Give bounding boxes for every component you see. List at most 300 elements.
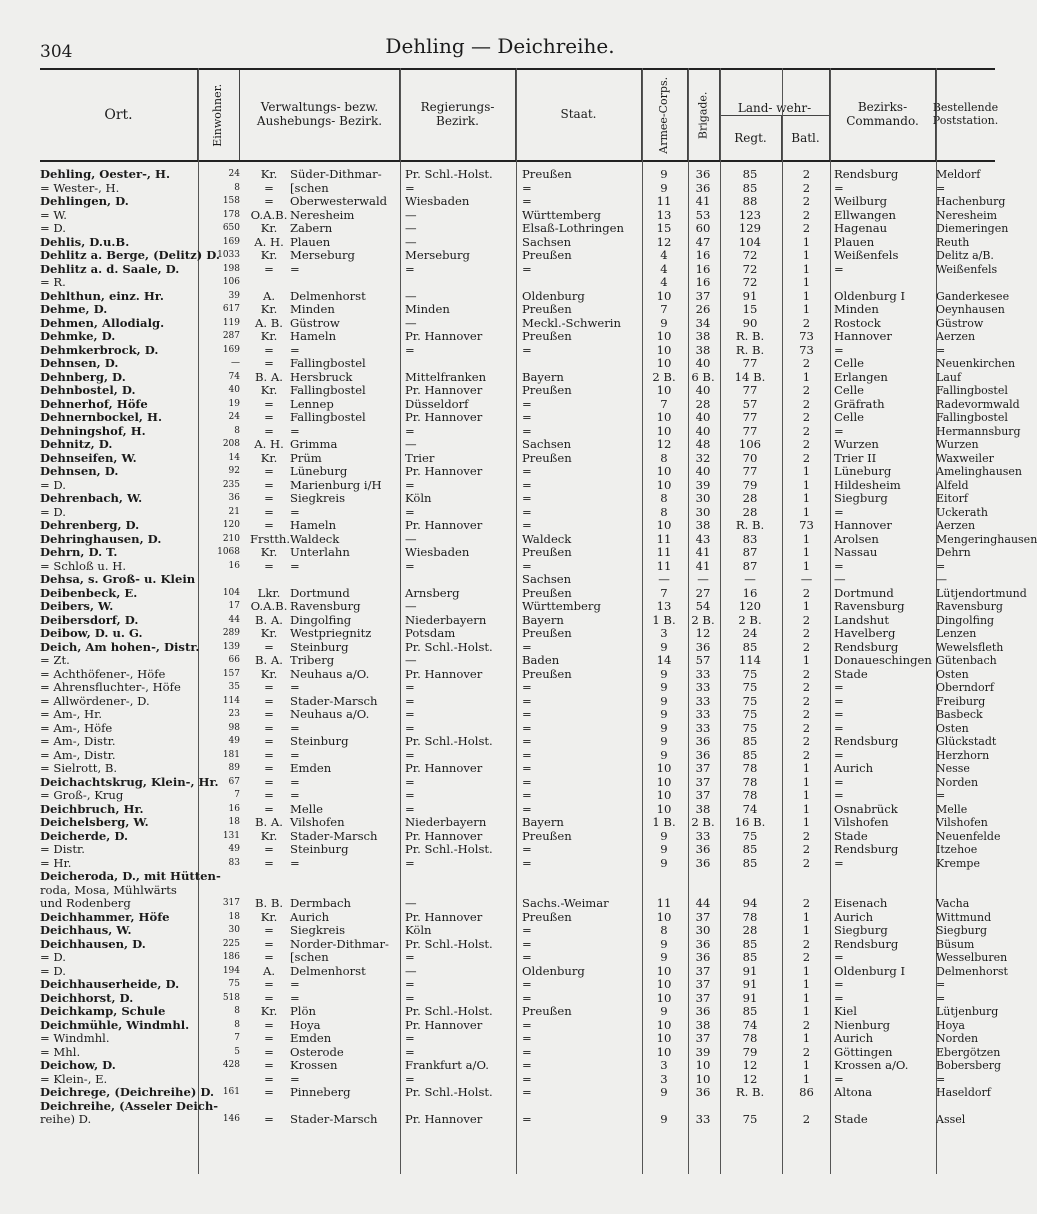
table-row (40, 708, 995, 722)
staat-cell: Oldenburg (522, 963, 585, 978)
armee-cell: 7 (660, 585, 668, 600)
bezirks-commando-cell: Aurich (834, 1031, 874, 1045)
brigade-cell: 40 (695, 464, 711, 478)
bezirks-commando-cell: Celle (834, 356, 865, 370)
regierung-cell: Arnsberg (405, 585, 460, 600)
einwohner-cell: 139 (222, 641, 240, 652)
batl-cell: 1 (802, 275, 811, 289)
brigade-cell: 38 (695, 342, 711, 357)
table-row (40, 479, 995, 493)
bezirk-cell: Minden (290, 302, 335, 316)
bezirk-cell: Hoya (290, 1017, 321, 1032)
batl-cell: 2 (802, 207, 811, 222)
einwohner-cell: 169 (222, 344, 240, 355)
bezirk-type-cell: Frstth. (250, 531, 291, 546)
poststation-cell: Vacha (936, 897, 970, 910)
ort-cell: Deichrege, (Deichreihe) D. (40, 1085, 215, 1099)
einwohner-cell: 16 (228, 560, 240, 571)
regierung-cell: Pr. Schl.-Holst. (405, 734, 493, 748)
poststation-cell: Osten (936, 721, 969, 735)
brigade-cell: 36 (695, 855, 711, 870)
armee-cell: 10 (656, 801, 672, 816)
batl-cell: 2 (802, 180, 811, 195)
table-row (40, 695, 995, 709)
regt-cell: 85 (742, 855, 758, 870)
brigade-cell: 33 (695, 828, 711, 843)
armee-cell: 10 (656, 774, 672, 789)
ort-cell: Dehrenberg, D. (40, 518, 140, 532)
table-row (40, 735, 995, 749)
table-row (40, 207, 998, 223)
col-landwehr: Land- wehr- (720, 70, 830, 115)
staat-cell: Bayern (522, 369, 564, 384)
einwohner-cell: 24 (228, 412, 240, 422)
batl-cell: 2 (802, 315, 811, 330)
brigade-cell: 39 (695, 477, 711, 492)
bezirk-type-cell: = (264, 936, 274, 951)
ort-cell: = Am-, Hr. (40, 707, 103, 721)
ort-cell: = Schloß u. H. (40, 558, 127, 573)
brigade-cell: 36 (695, 734, 711, 748)
bezirk-type-cell: Kr. (260, 1004, 278, 1018)
bezirks-commando-cell: Eisenach (834, 896, 888, 910)
bezirks-commando-cell: = (834, 558, 844, 573)
regt-cell: 72 (742, 275, 758, 289)
brigade-cell: 37 (695, 909, 711, 924)
bezirk-type-cell: B. A. (255, 369, 283, 384)
bezirk-type-cell: = (264, 950, 274, 964)
ort-cell: = Hr. (40, 855, 72, 870)
armee-cell: 11 (656, 558, 672, 573)
bezirk-cell: Siegkreis (290, 491, 346, 505)
batl-cell: 1 (802, 599, 811, 613)
col-verwaltung: Verwaltungs- bezw. Aushebungs- Bezirk. (240, 70, 400, 160)
batl-cell: 2 (802, 936, 811, 951)
regt-cell: 87 (742, 558, 758, 573)
regierung-cell: = (405, 707, 415, 721)
poststation-cell: Delitz a/B. (936, 249, 994, 262)
bezirk-type-cell: = (264, 504, 274, 519)
table-row (40, 383, 1008, 398)
bezirk-type-cell: = (264, 639, 274, 654)
armee-cell: 10 (656, 963, 672, 978)
einwohner-cell: 74 (228, 371, 240, 382)
batl-cell: 1 (802, 1058, 811, 1072)
bezirk-cell: [schen (290, 180, 329, 195)
brigade-cell: 37 (695, 774, 711, 789)
bezirk-cell: Merseburg (290, 248, 355, 262)
einwohner-cell: 1068 (217, 547, 240, 557)
batl-cell: 2 (802, 194, 811, 208)
bezirk-cell: = (290, 720, 300, 735)
regt-cell: 85 (742, 936, 758, 951)
regierung-cell: — (405, 234, 417, 249)
table-row (40, 1044, 1001, 1060)
regierung-cell: Pr. Hannover (405, 909, 483, 924)
ort-cell: Deich, Am hohen-, Distr. (40, 639, 200, 654)
bezirk-type-cell: A. (262, 288, 276, 303)
table-row (40, 1032, 995, 1046)
bezirks-commando-cell: Stade (834, 1112, 868, 1126)
staat-cell: Württemberg (522, 599, 601, 613)
regierung-cell: Düsseldorf (405, 396, 469, 411)
table-row (40, 857, 995, 871)
table-row (40, 423, 1021, 439)
bezirk-type-cell: = (264, 720, 274, 735)
poststation-cell: = (936, 559, 946, 573)
regt-cell: 2 B. (738, 612, 762, 627)
batl-cell: 2 (802, 950, 811, 964)
poststation-cell: Oberndorf (936, 681, 994, 694)
regt-cell: 75 (742, 666, 758, 681)
bezirks-commando-cell: = (834, 977, 844, 991)
regt-cell: 94 (742, 896, 758, 910)
table-row (40, 356, 1016, 371)
regt-cell: 78 (742, 909, 758, 924)
einwohner-cell: 161 (222, 1087, 240, 1097)
bezirk-type-cell: B. A. (255, 653, 283, 667)
batl-cell: 1 (802, 774, 811, 789)
brigade-cell: 37 (695, 990, 711, 1005)
bezirk-type-cell: = (264, 761, 274, 775)
regierung-cell: = (405, 720, 415, 735)
table-row (40, 870, 995, 884)
staat-cell: Sachsen (522, 234, 572, 249)
poststation-cell: = (936, 789, 946, 802)
bezirk-type-cell: = (264, 261, 274, 276)
staat-cell: = (522, 693, 532, 708)
brigade-cell: 43 (695, 531, 711, 546)
brigade-cell: 34 (695, 315, 711, 330)
regierung-cell: Pr. Hannover (405, 464, 483, 478)
armee-cell: 8 (660, 923, 668, 937)
einwohner-cell: 617 (222, 304, 240, 314)
table-row (40, 614, 995, 628)
armee-cell: 4 (660, 261, 668, 276)
poststation-cell: Vilshofen (936, 816, 988, 829)
regierung-cell: Pr. Schl.-Holst. (405, 639, 493, 654)
bezirk-cell: Vilshofen (290, 815, 345, 829)
batl-cell: 2 (802, 666, 811, 681)
regierung-cell: Pr. Hannover (405, 1112, 483, 1126)
staat-cell: = (522, 734, 532, 748)
armee-cell: 9 (660, 950, 668, 964)
regierung-cell: = (405, 693, 415, 708)
bezirks-commando-cell: = (834, 693, 844, 708)
bezirk-type-cell: A. H. (254, 437, 284, 451)
batl-cell: 2 (802, 639, 811, 654)
bezirks-commando-cell: Rendsburg (834, 734, 899, 748)
bezirk-type-cell: = (264, 990, 274, 1005)
bezirk-cell: Fallingbostel (290, 383, 366, 397)
armee-cell: 10 (656, 518, 672, 532)
staat-cell: = (522, 761, 532, 775)
bezirk-cell: Neuhaus a/O. (290, 666, 370, 681)
bezirks-commando-cell: Gräfrath (834, 396, 885, 411)
brigade-cell: 54 (695, 599, 711, 613)
brigade-cell: 36 (695, 1004, 711, 1018)
staat-cell: = (522, 990, 532, 1005)
bezirks-commando-cell: = (834, 1071, 844, 1086)
bezirk-cell: Norder-Dithmar- (290, 936, 389, 951)
table-row (40, 396, 1020, 412)
brigade-cell: 16 (695, 248, 711, 262)
ort-cell: Dehlingen, D. (40, 194, 129, 208)
staat-cell: = (522, 1017, 532, 1032)
bezirk-type-cell: = (264, 423, 274, 438)
bezirk-cell: Zabern (290, 221, 333, 235)
bezirk-type-cell: = (264, 747, 274, 762)
bezirks-commando-cell: Rendsburg (834, 639, 899, 654)
bezirks-commando-cell: Rendsburg (834, 842, 899, 856)
bezirk-type-cell: = (264, 855, 274, 870)
armee-cell: 3 (660, 1058, 668, 1072)
armee-cell: 10 (656, 788, 672, 802)
brigade-cell: 41 (695, 558, 711, 573)
brigade-cell: 2 B. (691, 815, 715, 829)
col-post: Bestellende Poststation. (932, 101, 999, 127)
batl-cell: 73 (799, 329, 814, 343)
batl-cell: 2 (802, 1044, 811, 1059)
staat-cell: Sachs.-Weimar (522, 896, 609, 910)
armee-cell: 10 (656, 1031, 672, 1045)
regierung-cell: = (405, 180, 415, 195)
regierung-cell: Wiesbaden (405, 194, 470, 208)
ort-cell: Dehningshof, H. (40, 423, 146, 438)
armee-cell: 10 (656, 383, 672, 397)
bezirks-commando-cell: Donaueschingen (834, 653, 932, 667)
bezirk-cell: Süder-Dithmar- (290, 167, 382, 181)
poststation-cell: Assel (936, 1113, 966, 1126)
armee-cell: 9 (660, 167, 668, 181)
regt-cell: 28 (742, 491, 758, 505)
bezirk-type-cell: A. B. (255, 315, 283, 330)
staat-cell: = (522, 410, 532, 424)
table-row (40, 464, 1023, 479)
bezirk-type-cell: B. A. (255, 612, 283, 627)
armee-cell: 9 (660, 720, 668, 735)
bezirks-commando-cell: Rendsburg (834, 167, 899, 181)
regt-cell: 83 (742, 531, 758, 546)
armee-cell: 9 (660, 639, 668, 654)
armee-cell: 13 (656, 599, 672, 613)
bezirk-cell: = (290, 558, 300, 573)
regt-cell: — (744, 572, 756, 586)
bezirks-commando-cell: = (834, 261, 844, 276)
table-row (40, 438, 995, 452)
brigade-cell: 38 (695, 329, 711, 343)
batl-cell: 1 (802, 653, 811, 667)
staat-cell: Elsaß-Lothringen (522, 221, 624, 235)
regierung-cell: — (405, 221, 417, 235)
col-armee: Armee-Corps. (642, 70, 688, 160)
batl-cell: 1 (802, 248, 811, 262)
bezirks-commando-cell: Nassau (834, 545, 878, 559)
ort-cell: roda, Mosa, Mühlwärts (40, 882, 177, 897)
batl-cell: 2 (802, 423, 811, 438)
staat-cell: = (522, 639, 532, 654)
regierung-cell: Mittelfranken (405, 369, 487, 384)
brigade-cell: 36 (695, 639, 711, 654)
regierung-cell: = (405, 261, 415, 276)
bezirks-commando-cell: Rostock (834, 315, 881, 330)
table-row (40, 221, 1009, 236)
poststation-cell: Lenzen (936, 627, 977, 640)
bezirks-commando-cell: = (834, 707, 844, 721)
table-row (40, 668, 995, 682)
batl-cell: — (800, 572, 813, 586)
bezirk-cell: = (290, 342, 300, 357)
armee-cell: 10 (656, 342, 672, 357)
bezirk-cell: Krossen (290, 1058, 338, 1072)
poststation-cell: Güstrow (936, 316, 984, 330)
regt-cell: 72 (742, 261, 758, 276)
table-row (40, 506, 995, 520)
ort-cell: = D. (40, 504, 66, 519)
brigade-cell: 33 (695, 1112, 711, 1126)
poststation-cell: = (936, 181, 946, 195)
bezirks-commando-cell: = (834, 990, 844, 1005)
bezirk-cell: Stader-Marsch (290, 1112, 378, 1126)
batl-cell: 1 (802, 990, 811, 1005)
einwohner-cell: 650 (222, 223, 240, 233)
table-row (40, 519, 995, 533)
poststation-cell: Neresheim (936, 208, 998, 222)
bezirk-cell: Plauen (290, 234, 331, 249)
batl-cell: 1 (802, 464, 811, 478)
regierung-cell: Pr. Schl.-Holst. (405, 167, 493, 181)
brigade-cell: 33 (695, 666, 711, 681)
armee-cell: 9 (660, 842, 668, 856)
einwohner-cell: 120 (222, 520, 240, 530)
ort-cell: Deichmühle, Windmhl. (40, 1017, 190, 1032)
regt-cell: 114 (738, 653, 762, 667)
staat-cell: Oldenburg (522, 288, 585, 303)
regt-cell: 74 (742, 801, 758, 816)
bezirks-commando-cell: Landshut (834, 612, 890, 627)
staat-cell: = (522, 774, 532, 789)
staat-cell: = (522, 261, 532, 276)
regierung-cell: = (405, 1031, 415, 1045)
bezirk-type-cell: O.A.B. (250, 599, 288, 613)
table-header (40, 68, 999, 162)
brigade-cell: 33 (695, 680, 711, 694)
batl-cell: 1 (802, 1004, 811, 1018)
regt-cell: 106 (738, 437, 762, 451)
staat-cell: = (522, 504, 532, 519)
regt-cell: 78 (742, 1031, 758, 1045)
regt-cell: 75 (742, 1112, 758, 1126)
poststation-cell: Norden (936, 775, 979, 789)
regt-cell: 28 (742, 923, 758, 937)
bezirk-type-cell: = (264, 477, 274, 492)
poststation-cell: Norden (936, 1032, 979, 1045)
regierung-cell: — (405, 288, 417, 303)
bezirk-cell: Emden (290, 761, 332, 775)
regierung-cell: Potsdam (405, 626, 456, 640)
bezirk-cell: = (290, 504, 300, 519)
regierung-cell: Köln (405, 491, 432, 505)
regt-cell: 85 (742, 167, 758, 181)
ort-cell: = Groß-, Krug (40, 788, 124, 802)
staat-cell: = (522, 747, 532, 762)
regt-cell: 72 (742, 248, 758, 262)
bezirks-commando-cell: Erlangen (834, 369, 888, 384)
ort-cell: Dehnernbockel, H. (40, 410, 162, 424)
regierung-cell: = (405, 558, 415, 573)
brigade-cell: 33 (695, 707, 711, 721)
bezirk-type-cell: = (264, 1058, 274, 1072)
ort-cell: Dehnsen, D. (40, 464, 119, 478)
poststation-cell: Freiburg (936, 694, 986, 708)
bezirks-commando-cell: = (834, 720, 844, 735)
bezirks-commando-cell: Siegburg (834, 923, 888, 937)
poststation-cell: Wesselburen (936, 951, 1008, 964)
bezirks-commando-cell: Havelberg (834, 626, 896, 640)
staat-cell: = (522, 680, 532, 694)
col-ort: Ort. (40, 70, 198, 160)
regierung-cell: Pr. Hannover (405, 761, 483, 775)
einwohner-cell: 75 (228, 979, 240, 989)
batl-cell: 1 (802, 531, 811, 546)
einwohner-cell: 158 (222, 196, 240, 206)
regierung-cell: — (405, 207, 417, 222)
brigade-cell: 37 (695, 788, 711, 802)
bezirk-type-cell: = (264, 842, 274, 856)
regierung-cell: Niederbayern (405, 612, 487, 627)
table-row (40, 978, 995, 992)
bezirk-type-cell: O.A.B. (250, 207, 288, 222)
bezirk-type-cell: = (264, 558, 274, 573)
regt-cell: 104 (738, 234, 762, 249)
batl-cell: 2 (802, 855, 811, 870)
bezirk-type-cell: = (264, 1071, 274, 1086)
regt-cell: 15 (742, 302, 758, 316)
ort-cell: Dehrenbach, W. (40, 491, 143, 505)
regierung-cell: Trier (405, 450, 435, 465)
batl-cell: 2 (802, 356, 811, 370)
batl-cell: 1 (802, 963, 811, 978)
ort-cell: = D. (40, 950, 66, 964)
regierung-cell: = (405, 801, 415, 816)
armee-cell: 12 (656, 437, 672, 451)
table-row (40, 1058, 1002, 1073)
table-row (40, 681, 995, 695)
poststation-cell: Neuenkirchen (936, 357, 1016, 370)
batl-cell: 2 (802, 437, 811, 451)
brigade-cell: — (697, 572, 709, 586)
armee-cell: 11 (656, 896, 672, 910)
ort-cell: = Klein-, E. (40, 1071, 108, 1086)
staat-cell: Preußen (522, 545, 572, 559)
bezirk-type-cell: = (264, 680, 274, 694)
regierung-cell: — (405, 315, 417, 330)
poststation-cell: Delmenhorst (936, 964, 1008, 978)
ort-cell: = Wester-, H. (40, 180, 120, 195)
poststation-cell: Aerzen (936, 330, 976, 343)
einwohner-cell: 157 (222, 668, 240, 679)
bezirks-commando-cell: = (834, 747, 844, 762)
bezirk-type-cell: Kr. (260, 383, 278, 397)
regierung-cell: Pr. Hannover (405, 329, 483, 343)
poststation-cell: — (936, 573, 947, 586)
page-number: 304 (40, 42, 73, 62)
batl-cell: 2 (802, 707, 811, 721)
table-row (40, 654, 995, 668)
poststation-cell: Krempe (936, 856, 980, 870)
ort-cell: = Achthöfener-, Höfe (40, 666, 166, 681)
ort-cell: Dehlitz a. d. Saale, D. (40, 261, 180, 276)
